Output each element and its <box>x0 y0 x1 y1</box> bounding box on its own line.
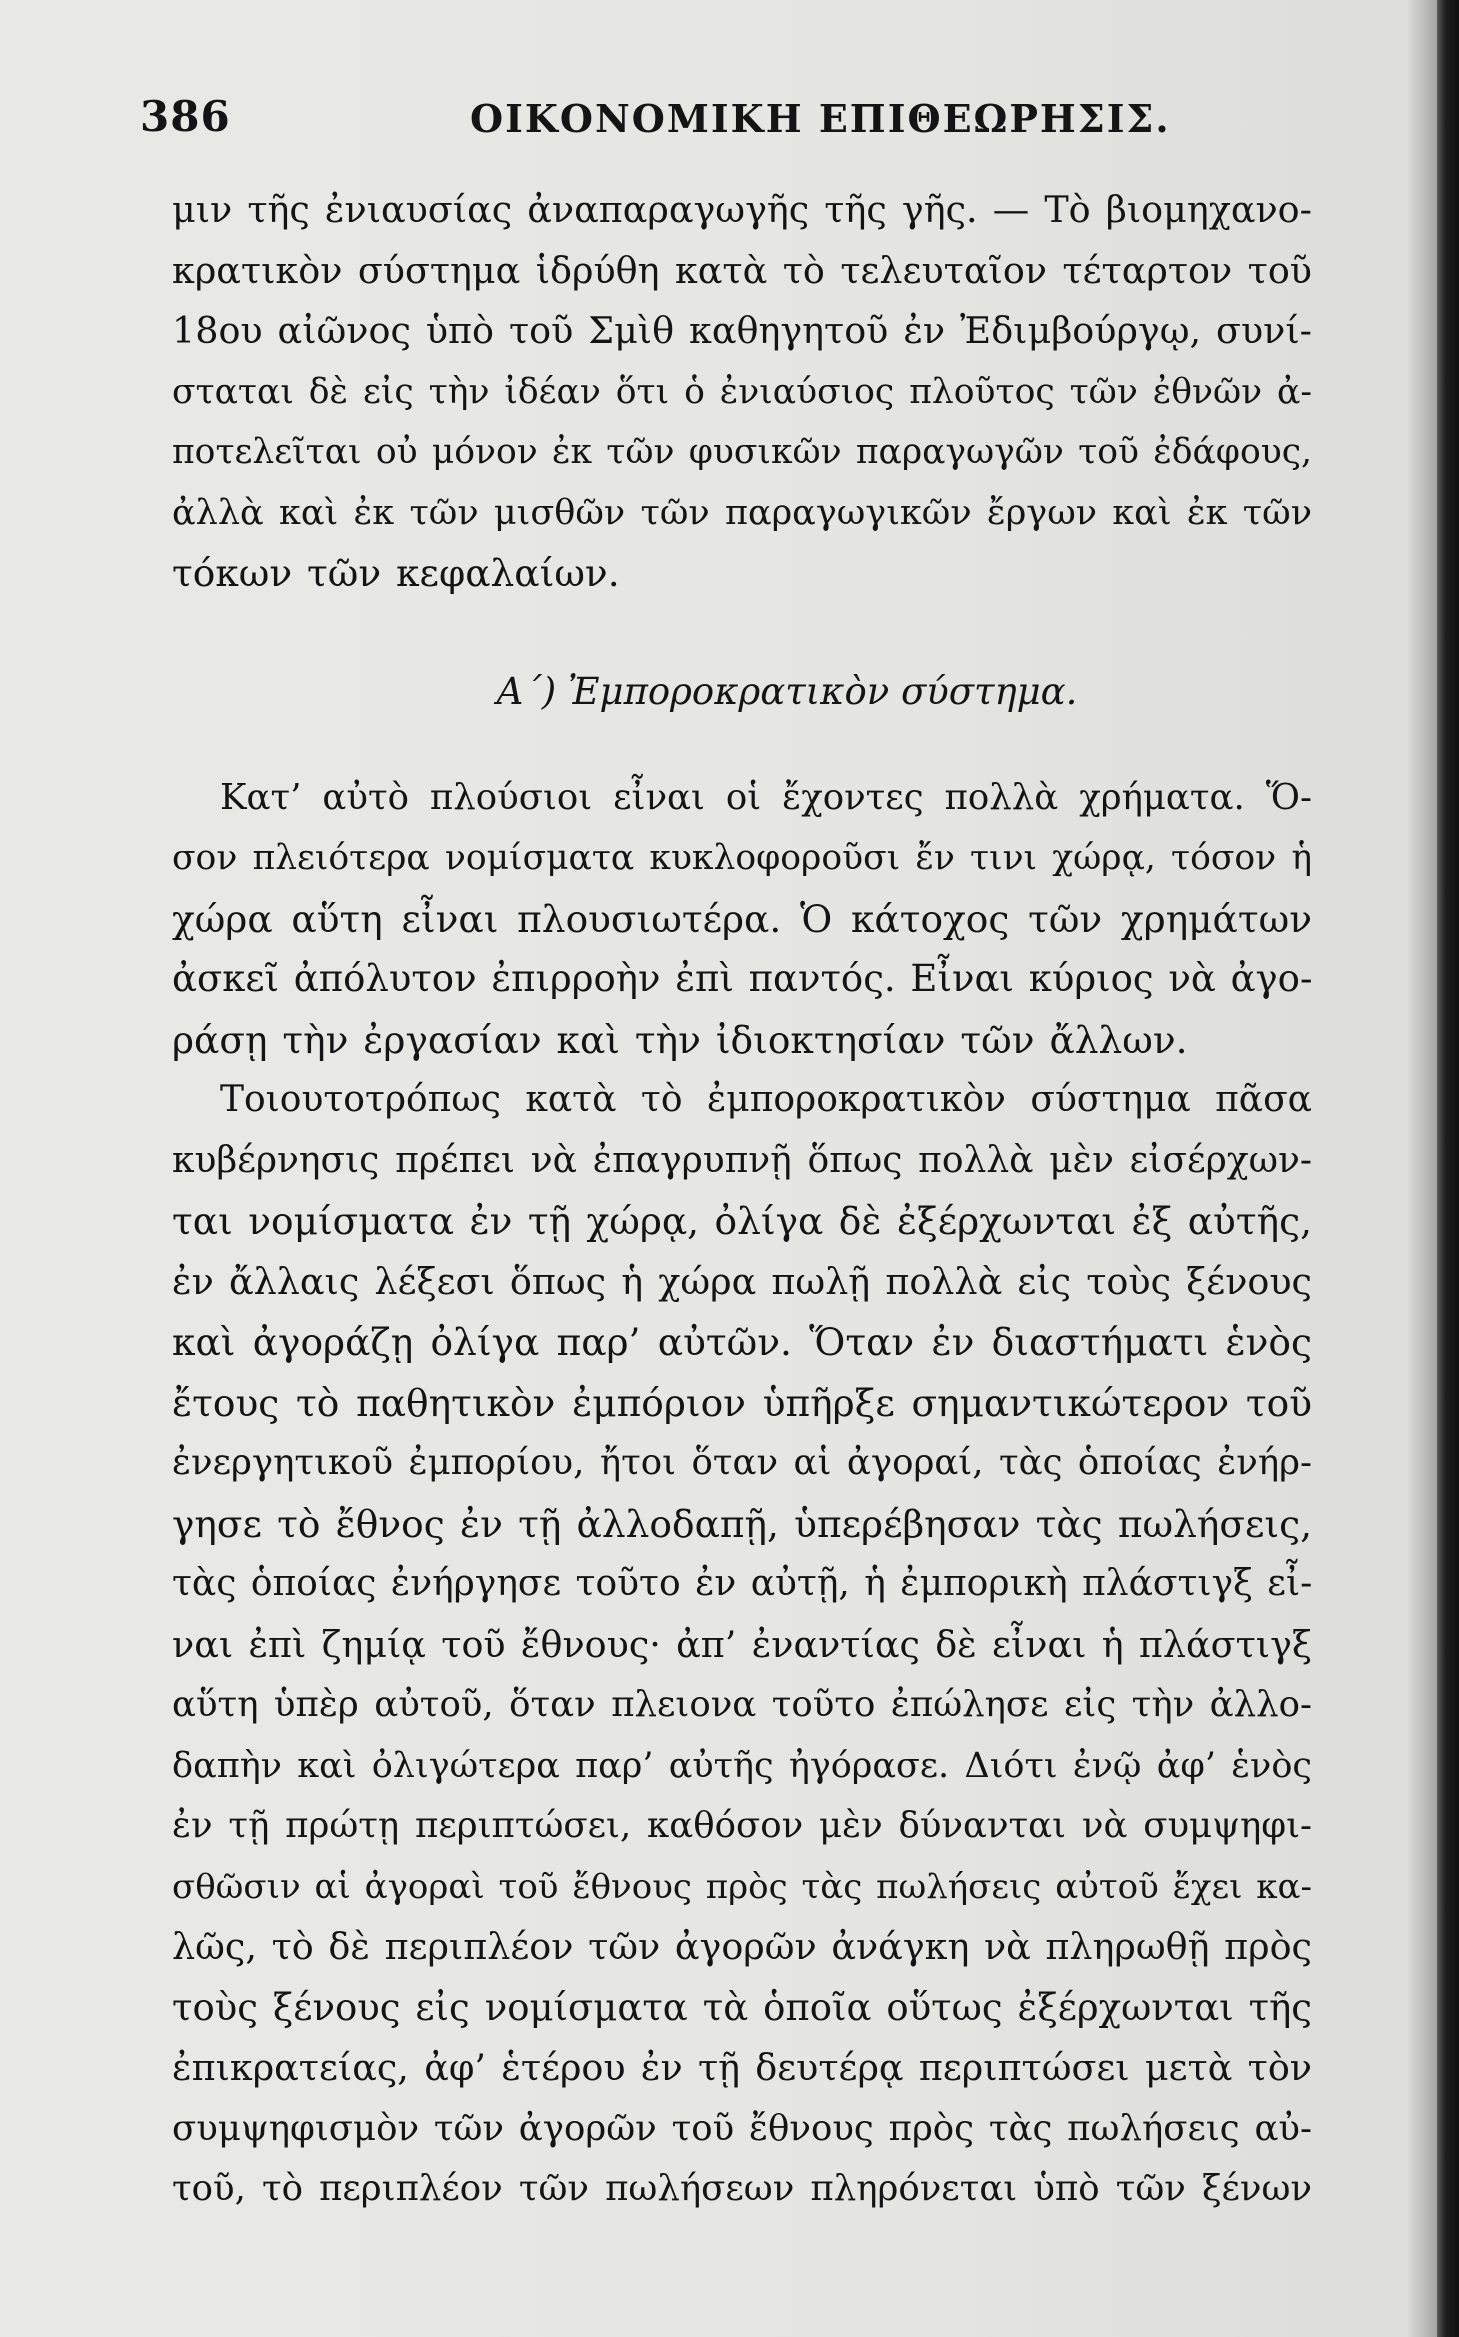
text-line: μιν τῆς ἐνιαυσίας ἀναπαραγωγῆς τῆς γῆς. — Τὸ βιομηχανο- <box>172 188 1312 231</box>
text-line: δαπὴν καὶ ὀλιγώτερα παρ’ αὐτῆς ἠγόρασε. Διότι ἐνῷ ἀφ’ ἑνὸς <box>172 1745 1312 1786</box>
text-line: ἀλλὰ καὶ ἐκ τῶν μισθῶν τῶν παραγωγικῶν ἔργων καὶ ἐκ τῶν <box>172 492 1312 533</box>
text-line: τὰς ὁποίας ἐνήργησε τοῦτο ἐν αὐτῇ, ἡ ἐμπορικὴ πλάστιγξ εἶ- <box>172 1563 1313 1604</box>
text-line: συμψηφισμὸν τῶν ἀγορῶν τοῦ ἔθνους πρὸς τὰς πωλήσεις αὐ- <box>172 2107 1312 2149</box>
paragraph-2 <box>172 768 1312 1071</box>
text-line: τόκων τῶν κεφαλαίων. <box>172 551 620 595</box>
text-line: σταται δὲ εἰς τὴν ἰδέαν ὅτι ὁ ἐνιαύσιος πλοῦτος τῶν ἐθνῶν ἀ- <box>172 371 1312 412</box>
body-text <box>172 180 1312 2220</box>
section-heading: Α΄) Ἐμποροκρατικὸν σύστημα. <box>496 669 1078 713</box>
text-line: Τοιουτοτρόπως κατὰ τὸ ἐμποροκρατικὸν σύστημα πᾶσα <box>220 1079 1312 1120</box>
page-gutter-shadow <box>1407 0 1437 2337</box>
text-line: ράσῃ τὴν ἐργασίαν καὶ τὴν ἰδιοκτησίαν τῶν ἄλλων. <box>172 1017 1188 1062</box>
text-line: ναι ἐπὶ ζημίᾳ τοῦ ἔθνους· ἀπ’ ἐναντίας δὲ εἶναι ἡ πλάστιγξ <box>172 1622 1312 1666</box>
text-line: λῶς, τὸ δὲ περιπλέον τῶν ἀγορῶν ἀνάγκη νὰ πληρωθῇ πρὸς <box>172 1925 1312 1968</box>
text-line: σθῶσιν αἱ ἀγοραὶ τοῦ ἔθνους πρὸς τὰς πωλήσεις αὐτοῦ ἔχει κα- <box>172 1866 1312 1907</box>
page-number: 386 <box>140 92 231 141</box>
running-title: ΟΙΚΟΝΟΜΙΚΗ ΕΠΙΘΕΩΡΗΣΙΣ. <box>470 96 1171 141</box>
text-line: ἔτους τὸ παθητικὸν ἐμπόριον ὑπῆρξε σημαντικώτερον τοῦ <box>172 1380 1312 1425</box>
text-line: τοῦ, τὸ περιπλέον τῶν πωλήσεων πληρόνεται ὑπὸ τῶν ξένων <box>172 2168 1312 2209</box>
text-line: σον πλειότερα νομίσματα κυκλοφοροῦσι ἔν τινι χώρᾳ, τόσον ἡ <box>172 838 1312 878</box>
paragraph-1 <box>172 180 1312 604</box>
text-line: αὕτη ὑπὲρ αὐτοῦ, ὅταν πλειονα τοῦτο ἐπώλησε εἰς τὴν ἀλλο- <box>172 1684 1312 1725</box>
text-line: καὶ ἀγοράζῃ ὀλίγα παρ’ αὐτῶν. Ὅταν ἐν διαστήματι ἑνὸς <box>172 1320 1312 1364</box>
text-line: κυβέρνησις πρέπει νὰ ἐπαγρυπνῇ ὅπως πολλὰ μὲν εἰσέρχων- <box>172 1139 1312 1181</box>
text-line: χώρα αὕτη εἶναι πλουσιωτέρα. Ὁ κάτοχος τῶν χρημάτων <box>172 896 1312 941</box>
text-line: ται νομίσματα ἐν τῇ χώρᾳ, ὀλίγα δὲ ἐξέρχωνται ἐξ αὐτῆς, <box>172 1199 1312 1243</box>
text-line: τοὺς ξένους εἰς νομίσματα τὰ ὁποῖα οὕτως ἐξέρχωνται τῆς <box>172 1985 1312 2029</box>
text-line: ἐν ἄλλαις λέξεσι ὅπως ἡ χώρα πωλῇ πολλὰ εἰς τοὺς ξένους <box>172 1259 1312 1303</box>
text-line: ἐπικρατείας, ἀφ’ ἑτέρου ἐν τῇ δευτέρᾳ περιπτώσει μετὰ τὸν <box>172 2046 1312 2089</box>
book-binding-edge <box>1437 0 1459 2337</box>
paragraph-3 <box>172 1070 1312 2220</box>
text-line: ἐνεργητικοῦ ἐμπορίου, ἤτοι ὅταν αἱ ἀγοραί, τὰς ὁποίας ἐνήρ- <box>172 1442 1312 1483</box>
text-line: γησε τὸ ἔθνος ἐν τῇ ἀλλοδαπῇ, ὑπερέβησαν τὰς πωλήσεις, <box>172 1501 1312 1546</box>
text-line: Κατ’ αὐτὸ πλούσιοι εἶναι οἱ ἔχοντες πολλὰ χρήματα. Ὅ- <box>220 776 1312 818</box>
page-header <box>140 92 1310 152</box>
text-line: ποτελεῖται οὐ μόνον ἐκ τῶν φυσικῶν παραγωγῶν τοῦ ἐδάφους, <box>172 432 1312 472</box>
text-line: 18ου αἰῶνος ὑπὸ τοῦ Σμὶθ καθηγητοῦ ἐν Ἐδιμβούργῳ, συνί- <box>172 309 1312 352</box>
text-line: ἐν τῇ πρώτῃ περιπτώσει, καθόσον μὲν δύνανται νὰ συμψηφι- <box>172 1805 1312 1846</box>
text-line: κρατικὸν σύστημα ἱδρύθη κατὰ τὸ τελευταῖον τέταρτον τοῦ <box>172 248 1312 292</box>
text-line: ἀσκεῖ ἀπόλυτον ἐπιρροὴν ἐπὶ παντός. Εἶναι κύριος νὰ ἀγο- <box>172 957 1313 1000</box>
spacer <box>172 604 1312 662</box>
